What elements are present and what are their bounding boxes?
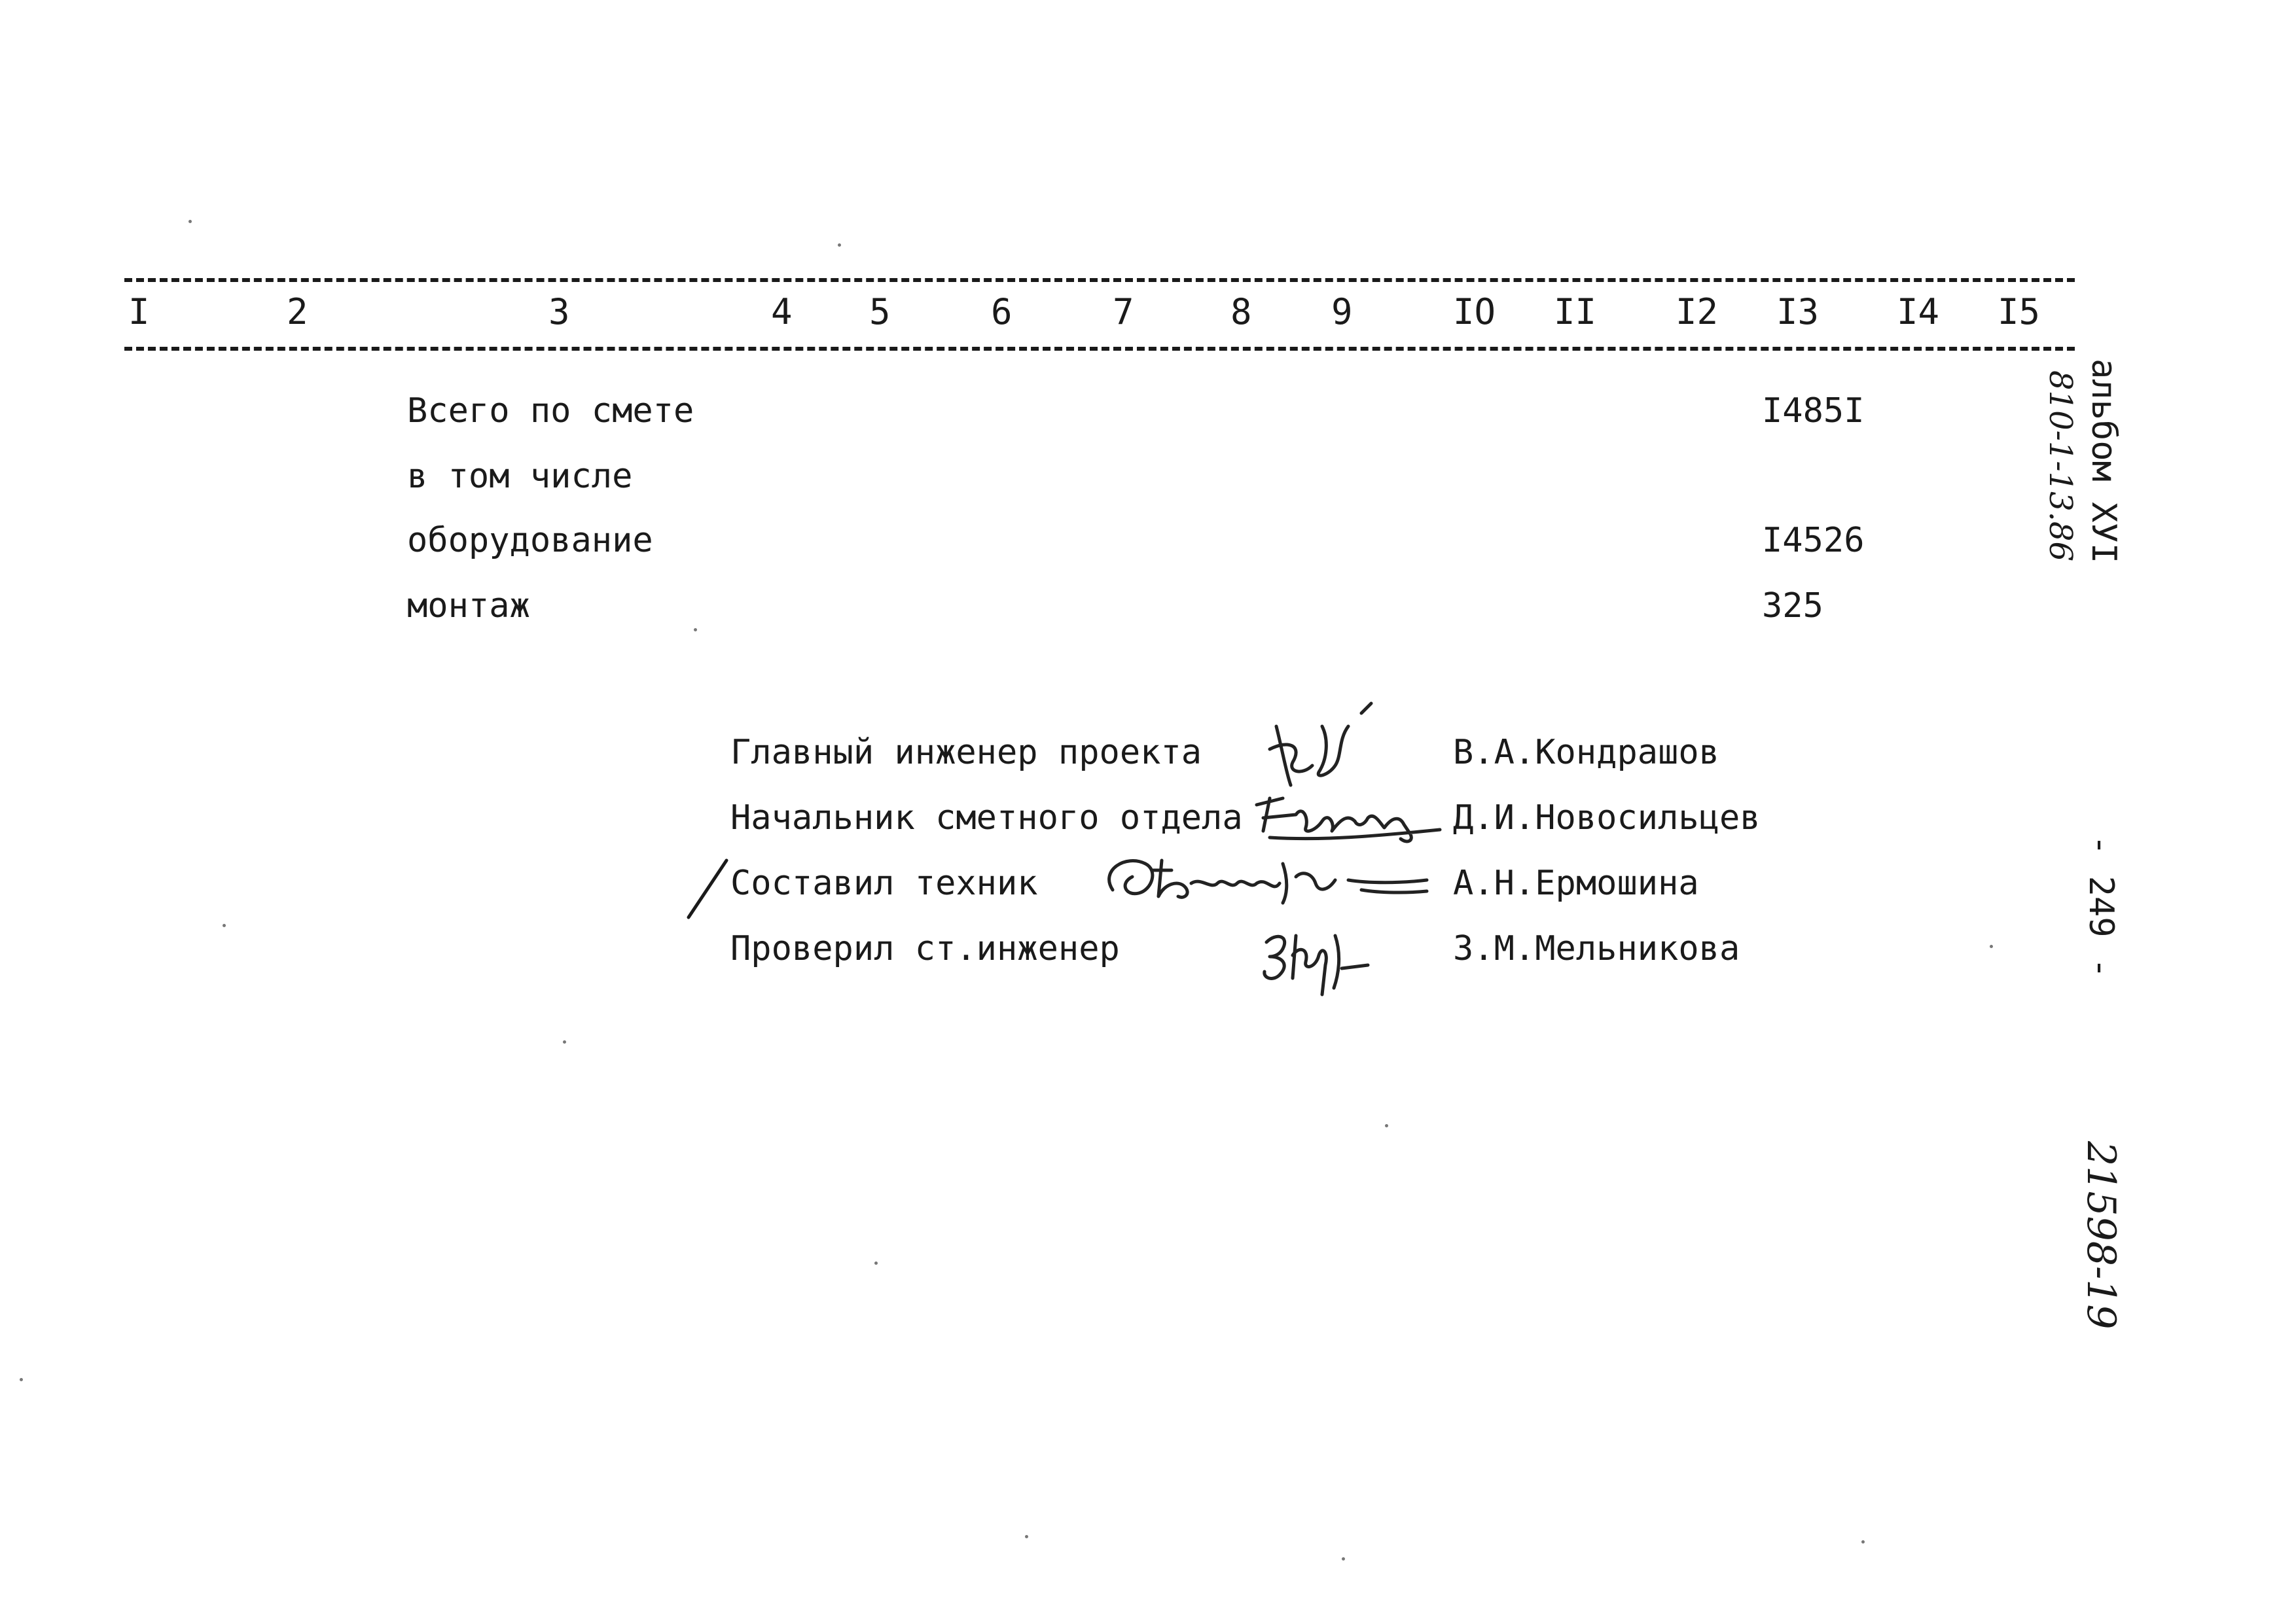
header-bottom-rule: [124, 347, 2075, 351]
scan-speck: [1342, 1557, 1345, 1561]
scan-speck: [1025, 1535, 1028, 1538]
signature-estimate-head: [1244, 779, 1453, 851]
column-number: 3: [548, 291, 570, 332]
scan-speck: [1385, 1124, 1388, 1127]
scan-speck: [20, 1378, 23, 1381]
column-number: 5: [869, 291, 891, 332]
signature-name-chief-engineer: В.А.Кондрашов: [1453, 733, 1719, 772]
signature-role-technician: Составил техник: [730, 864, 1038, 903]
scan-speck: [694, 628, 697, 631]
column-number: 2: [287, 291, 308, 332]
column-number: I: [128, 291, 150, 332]
total-label: Всего по смете: [407, 391, 694, 431]
scan-speck: [188, 220, 192, 223]
column-number: IO: [1453, 291, 1496, 332]
signature-role-estimate-head: Начальник сметного отдела: [730, 798, 1243, 838]
column-number: 4: [771, 291, 793, 332]
installation-label: монтаж: [407, 586, 530, 626]
column-number: II: [1554, 291, 1597, 332]
installation-value: 325: [1762, 586, 1823, 626]
scan-speck: [838, 243, 841, 247]
signature-name-technician: А.Н.Ермошина: [1453, 864, 1699, 903]
signature-technician: [1086, 844, 1433, 916]
signature-name-checker: З.М.Мельникова: [1453, 929, 1740, 968]
header-top-rule: [124, 278, 2075, 282]
slash-mark: [681, 857, 733, 923]
signature-name-estimate-head: Д.И.Новосильцев: [1453, 798, 1761, 838]
column-number: 8: [1230, 291, 1252, 332]
scan-speck: [1990, 945, 1993, 948]
signature-role-checker: Проверил ст.инженер: [730, 929, 1120, 968]
column-number: 9: [1331, 291, 1353, 332]
document-number: 21598-19: [2078, 1141, 2124, 1330]
total-value: I485I: [1762, 391, 1865, 431]
column-number: 7: [1113, 291, 1134, 332]
scan-speck: [1861, 1540, 1865, 1544]
scan-speck: [874, 1262, 878, 1265]
column-number: I4: [1897, 291, 1940, 332]
album-code-handwritten: 810-1-13.86: [2042, 370, 2079, 562]
scan-speck: [223, 924, 226, 927]
column-number: 6: [991, 291, 1013, 332]
including-label: в том числе: [407, 457, 633, 496]
column-number: I3: [1776, 291, 1820, 332]
signature-role-chief-engineer: Главный инженер проекта: [730, 733, 1202, 772]
scan-speck: [563, 1040, 566, 1044]
signature-checker: [1257, 916, 1401, 1001]
equipment-value: I4526: [1762, 521, 1865, 560]
column-number: I5: [1998, 291, 2041, 332]
album-label: альбом XУI: [2084, 359, 2123, 564]
page-number: - 249 -: [2081, 835, 2121, 979]
column-number: I2: [1676, 291, 1719, 332]
equipment-label: оборудование: [407, 521, 653, 560]
